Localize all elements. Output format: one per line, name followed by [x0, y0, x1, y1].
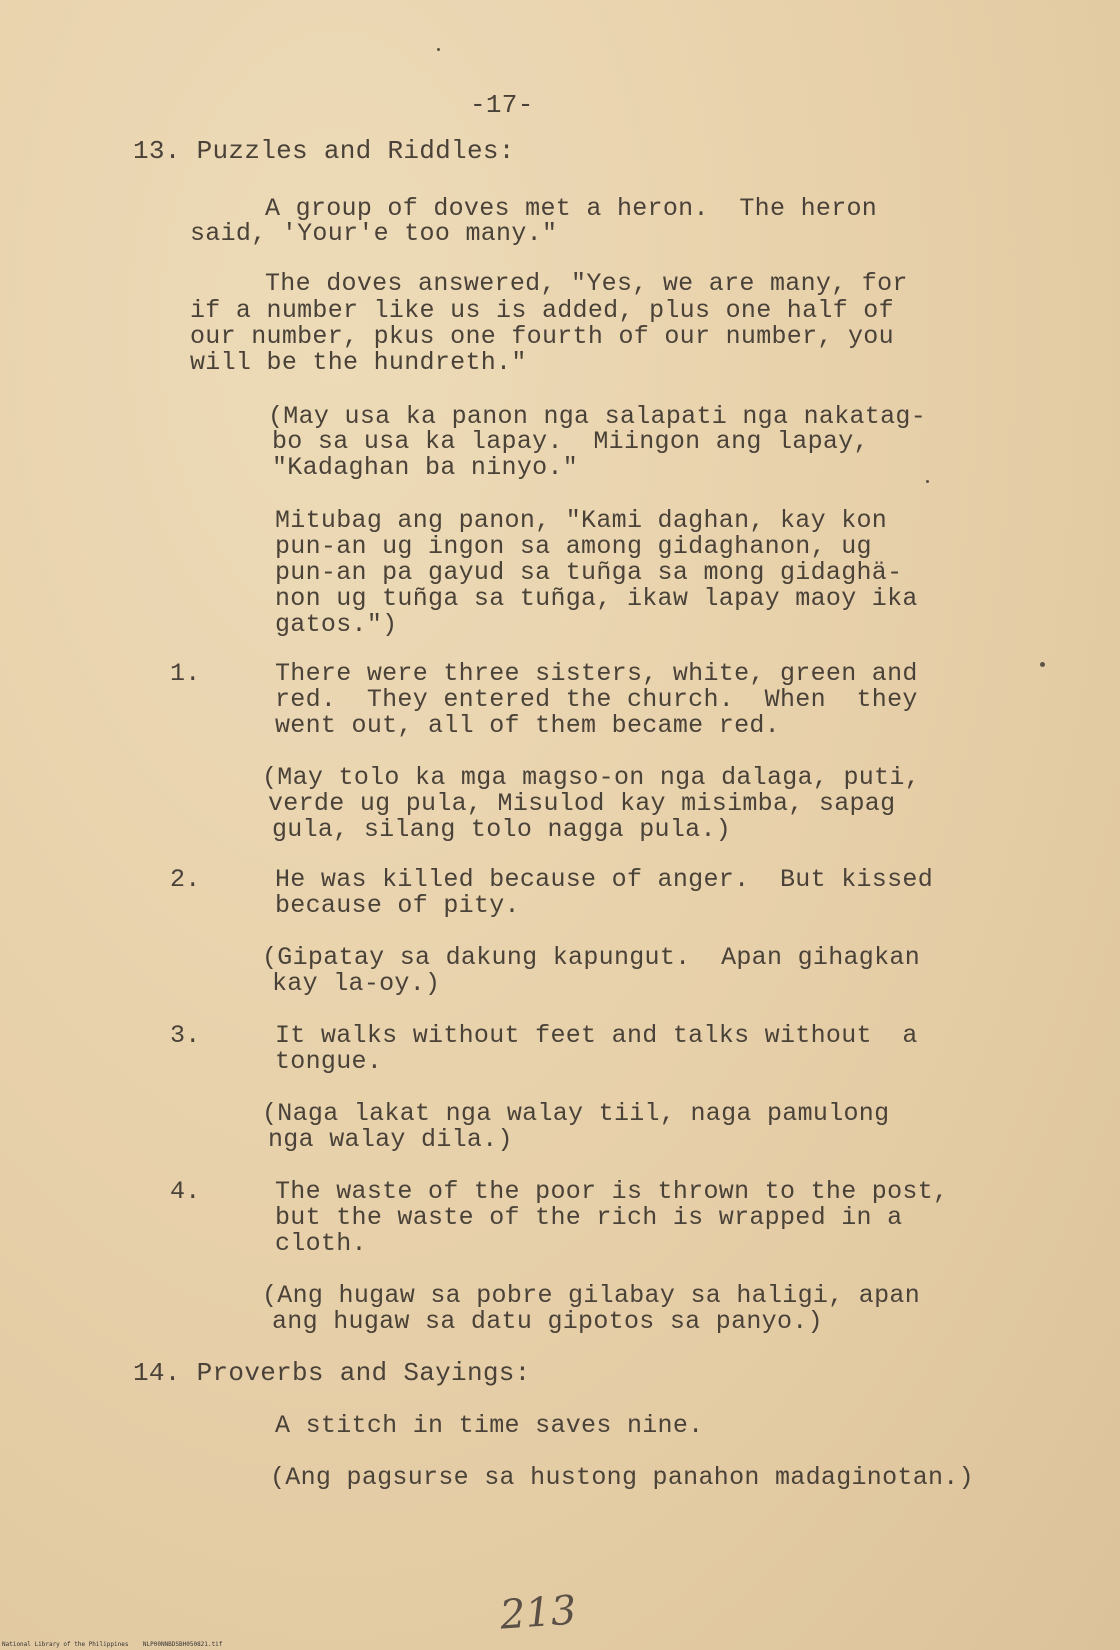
intro-ceb-line-7: non ug tuñga sa tuñga, ikaw lapay maoy ika	[275, 584, 918, 613]
intro-en-line-3: The doves answered, "Yes, we are many, for	[265, 269, 908, 298]
riddle-4-number: 4.	[170, 1177, 201, 1206]
section-13-heading: 13. Puzzles and Riddles:	[133, 136, 515, 166]
intro-en-line-5: our number, pkus one fourth of our number, you	[190, 322, 894, 351]
section-14-heading: 14. Proverbs and Sayings:	[133, 1358, 531, 1388]
intro-ceb-line-3: "Kadaghan ba ninyo."	[272, 453, 579, 482]
paper-speck	[1040, 662, 1045, 667]
riddle-1-en-line-1: There were three sisters, white, green and	[275, 659, 918, 688]
riddle-2-number: 2.	[170, 865, 201, 894]
riddle-3-ceb-line-1: (Naga lakat nga walay tiil, naga pamulong	[262, 1099, 890, 1128]
riddle-4-ceb-line-1: (Ang hugaw sa pobre gilabay sa haligi, apan	[262, 1281, 921, 1310]
handwritten-page-number: 213	[498, 1587, 578, 1639]
riddle-3-number: 3.	[170, 1021, 201, 1050]
proverb-en: A stitch in time saves nine.	[275, 1411, 704, 1440]
riddle-2-ceb-line-1: (Gipatay sa dakung kapungut. Apan gihagkan	[262, 943, 921, 972]
proverb-ceb: (Ang pagsurse sa hustong panahon madaginotan.)	[270, 1463, 974, 1492]
riddle-3-en-line-2: tongue.	[275, 1047, 383, 1076]
intro-en-line-6: will be the hundreth."	[190, 348, 527, 377]
archive-footer: National Library of the Philippines NLP00NNBDSBH050821.tif	[2, 1641, 223, 1648]
riddle-1-ceb-line-3: gula, silang tolo nagga pula.)	[272, 815, 732, 844]
riddle-3-ceb-line-2: nga walay dila.)	[268, 1125, 513, 1154]
intro-en-line-4: if a number like us is added, plus one half of	[190, 296, 894, 325]
page-number: -17-	[470, 90, 534, 120]
riddle-1-en-line-3: went out, all of them became red.	[275, 711, 780, 740]
intro-ceb-line-1: (May usa ka panon nga salapati nga nakatag-	[268, 402, 927, 431]
riddle-2-ceb-line-2: kay la-oy.)	[272, 969, 441, 998]
riddle-1-number: 1.	[170, 659, 201, 688]
riddle-4-en-line-3: cloth.	[275, 1229, 367, 1258]
intro-ceb-line-5: pun-an ug ingon sa among gidaghanon, ug	[275, 532, 872, 561]
riddle-1-ceb-line-2: verde ug pula, Misulod kay misimba, sapag	[268, 789, 896, 818]
intro-ceb-line-8: gatos.")	[275, 610, 398, 639]
riddle-4-en-line-2: but the waste of the rich is wrapped in a	[275, 1203, 903, 1232]
riddle-3-en-line-1: It walks without feet and talks without a	[275, 1021, 918, 1050]
intro-en-line-2: said, 'Your'e too many."	[190, 219, 558, 248]
intro-ceb-line-2: bo sa usa ka lapay. Miingon ang lapay,	[272, 427, 869, 456]
paper-speck	[926, 480, 929, 483]
riddle-1-en-line-2: red. They entered the church. When they	[275, 685, 918, 714]
paper-speck	[437, 48, 440, 51]
intro-ceb-line-4: Mitubag ang panon, "Kami daghan, kay kon	[275, 506, 888, 535]
riddle-2-en-line-2: because of pity.	[275, 891, 520, 920]
riddle-4-ceb-line-2: ang hugaw sa datu gipotos sa panyo.)	[272, 1307, 823, 1336]
riddle-2-en-line-1: He was killed because of anger. But kissed	[275, 865, 934, 894]
intro-en-line-1: A group of doves met a heron. The heron	[265, 194, 878, 223]
riddle-4-en-line-1: The waste of the poor is thrown to the post,	[275, 1177, 949, 1206]
intro-ceb-line-6: pun-an pa gayud sa tuñga sa mong gidaghä-	[275, 558, 903, 587]
riddle-1-ceb-line-1: (May tolo ka mga magso-on nga dalaga, puti,	[262, 763, 921, 792]
